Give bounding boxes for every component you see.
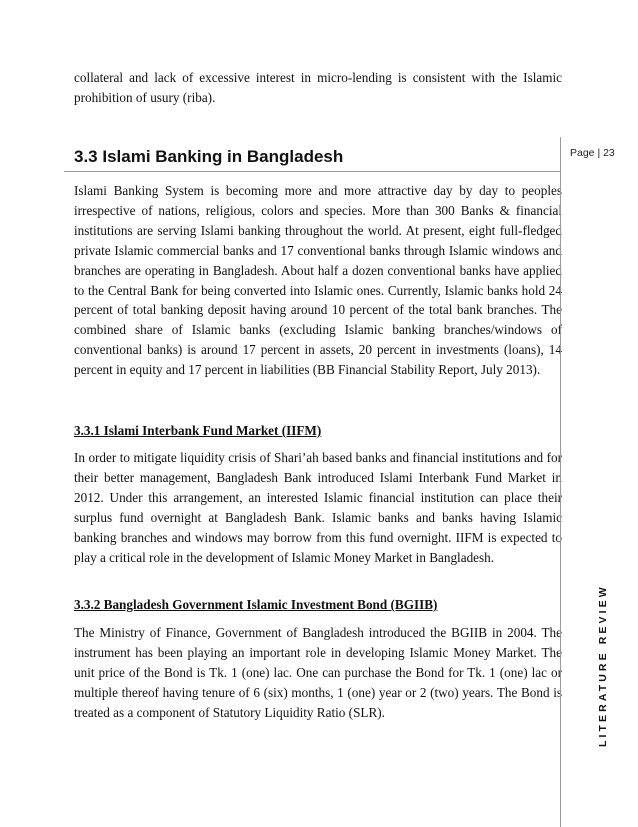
bgiib-heading: 3.3.2 Bangladesh Government Islamic Investment Bond (BGIIB) bbox=[74, 597, 438, 612]
islami-banking-paragraph: Islami Banking System is becoming more and more attractive day by day to peoples irrespective of nations, religious, colors and species. More than 300 Banks & financial institutions are serving Islami banking throughout the world. At present, eight full-fledged private Islamic commercial banks and 17 conventional banks through Islamic windows and branches are operating in Bangladesh. About half a dozen conventional banks have applied to the Central Bank for being converted into Islamic ones. Currently, Islamic banks hold 24 percent of total banking deposit having around 10 percent of the total bank branches. The combined share of Islamic banks (excluding Islamic banking branches/windows of conventional banks) is around 17 percent in assets, 20 percent in investments (loans), 14 percent in equity and 17 percent in liabilities (BB Financial Stability Report, July 2013). bbox=[74, 183, 562, 378]
intro-paragraph: collateral and lack of excessive interest in micro-lending is consistent with the Islamic prohibition of usury (riba). bbox=[74, 70, 562, 105]
section-heading: 3.3 Islami Banking in Bangladesh bbox=[74, 147, 344, 166]
chapter-side-label: LITERATURE REVIEW bbox=[597, 584, 609, 747]
iifm-heading: 3.3.1 Islami Interbank Fund Market (IIFM) bbox=[74, 423, 322, 438]
margin-divider bbox=[560, 137, 561, 827]
iifm-paragraph: In order to mitigate liquidity crisis of Shari’ah based banks and financial institutions and for their better management, Bangladesh Bank introduced Islami Interbank Fund Market in 2012. Under this arrangement, an interested Islamic financial institution can place their surplus fund overnight at Bangladesh Bank. Islamic banks and banks having Islamic banking branches and windows may borrow from this fund overnight. IIFM is expected to play a critical role in the development of Islamic Money Market in Bangladesh. bbox=[74, 450, 562, 565]
page-number: Page | 23 bbox=[570, 147, 615, 159]
bgiib-paragraph: The Ministry of Finance, Government of Bangladesh introduced the BGIIB in 2004. The instrument has been playing an important role in developing Islamic Money Market. The unit price of the Bond is Tk. 1 (one) lac. One can purchase the Bond for Tk. 1 (one) lac or multiple thereof having tenure of 6 (six) months, 1 (one) year or 2 (two) years. The Bond is treated as a component of Statutory Liquidity Ratio (SLR). bbox=[74, 625, 562, 720]
heading-divider bbox=[64, 171, 560, 172]
